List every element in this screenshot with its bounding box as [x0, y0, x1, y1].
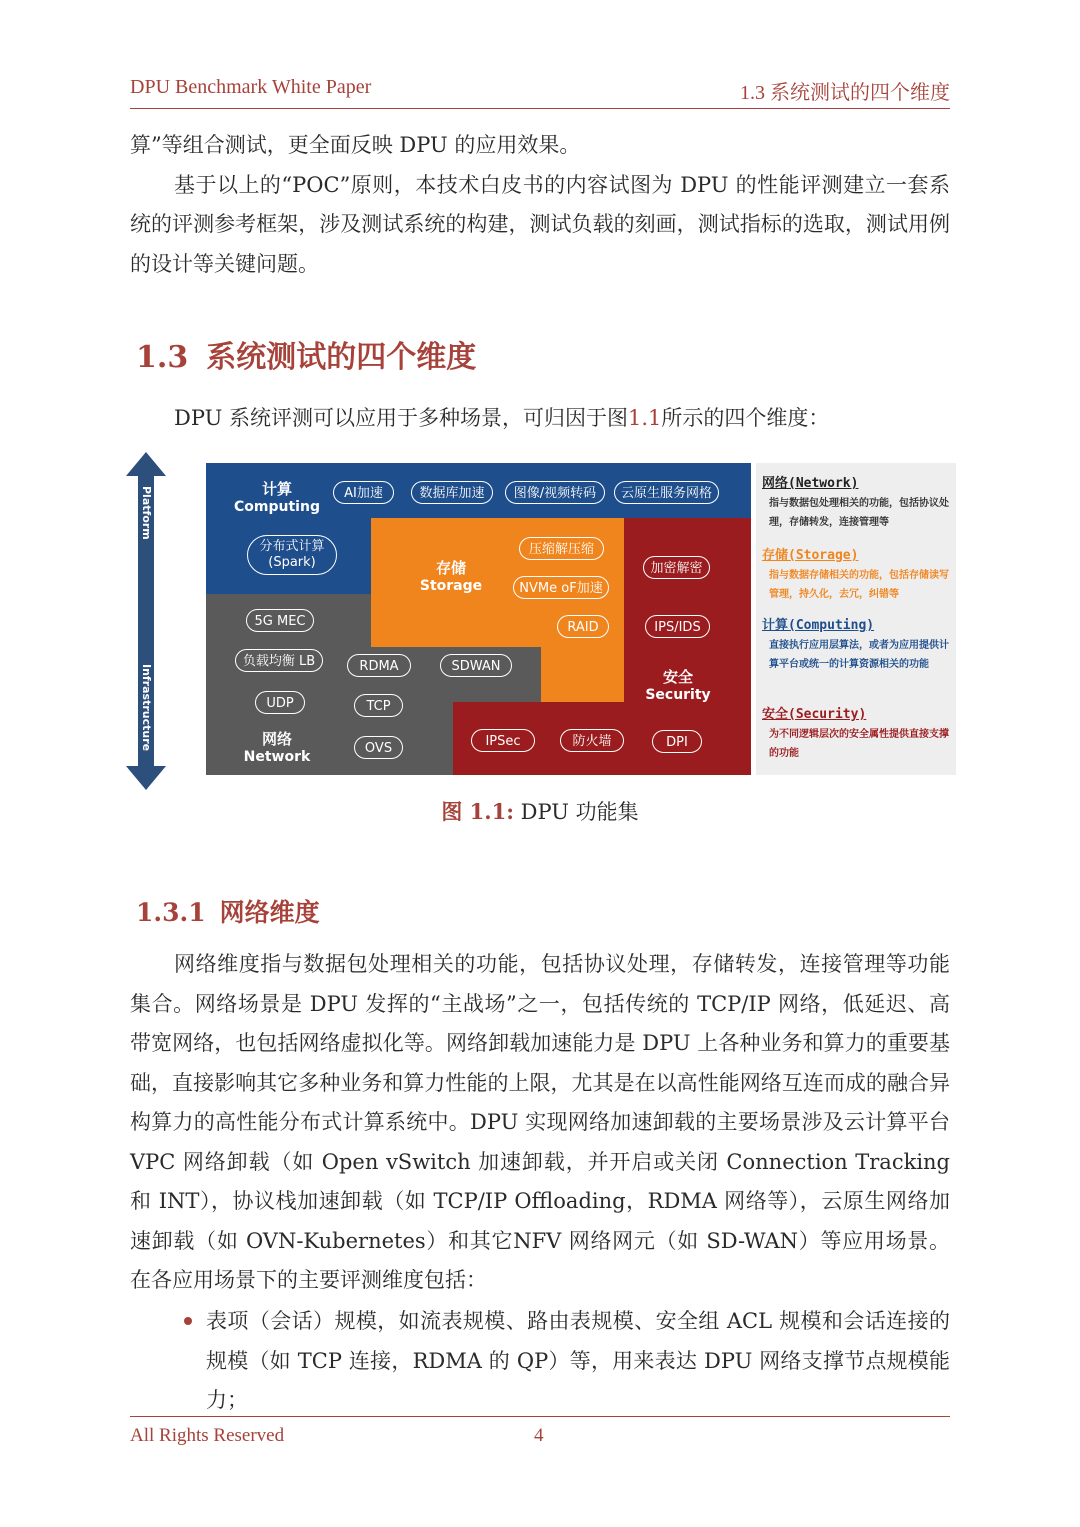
- zone-label-storage: 存储 Storage: [419, 559, 483, 594]
- pill-sdwan: SDWAN: [440, 654, 512, 677]
- pill-udp: UDP: [255, 691, 305, 714]
- pill-cloud-service-mesh: 云原生服务网格: [614, 481, 719, 504]
- legend-computing-title: 计算(Computing): [762, 618, 875, 633]
- zone-label-network: 网络 Network: [243, 730, 311, 765]
- pill-distributed-computing: 分布式计算 (Spark): [247, 535, 337, 575]
- zone-label-security: 安全 Security: [645, 668, 711, 703]
- subsection-number: 1.3.1: [136, 898, 206, 927]
- dpu-function-figure: [126, 452, 956, 790]
- pill-compression: 压缩解压缩: [519, 537, 604, 560]
- pill-dpi: DPI: [652, 730, 702, 753]
- pill-load-balancer: 负载均衡 LB: [235, 649, 323, 672]
- body-top: [130, 126, 950, 284]
- pill-ipsec: IPSec: [471, 729, 535, 752]
- zone-label-computing: 计算 Computing: [234, 480, 320, 515]
- pill-ovs: OVS: [354, 736, 403, 759]
- pill-raid: RAID: [557, 615, 609, 638]
- header-title: DPU Benchmark White Paper: [130, 76, 372, 98]
- subsection-heading: [136, 893, 320, 929]
- footer-rights: All Rights Reserved: [130, 1425, 285, 1446]
- pill-tcp: TCP: [354, 694, 403, 717]
- legend-security-title: 安全(Security): [762, 707, 867, 722]
- figure-caption: [0, 796, 1080, 826]
- pill-firewall: 防火墙: [560, 729, 624, 752]
- pill-database-acceleration: 数据库加速: [411, 481, 493, 504]
- intro-text-end: 所示的四个维度：: [661, 406, 830, 430]
- page-number: 4: [534, 1425, 544, 1446]
- body-paragraph-2: 基于以上的“POC”原则，本技术白皮书的内容试图为 DPU 的性能评测建立一套系统的评测参考框架，涉及测试系统的构建，测试负载的刻画，测试指标的选取，测试用例的设计等关键问题。: [130, 172, 950, 276]
- body-line-1: 算”等组合测试，更全面反映 DPU 的应用效果。: [130, 133, 581, 157]
- legend-security-desc: 为不同逻辑层次的安全属性提供直接支撑的功能: [769, 729, 949, 759]
- subsection-paragraph: 网络维度指与数据包处理相关的功能，包括协议处理，存储转发，连接管理等功能集合。网络场景是 DPU 发挥的“主战场”之一，包括传统的 TCP/IP 网络，低延迟、高带宽网络，也包括网络虚拟化等。网络卸载加速能力是 DPU 上各种业务和算力的重要基础，直接影响其它多种业务和算力性能的上限，尤其是在以高性能网络互连而成的融合异构算力的高性能分布式计算系统中。DPU 实现网络加速卸载的主要场景涉及云计算平台VPC 网络卸载（如 Open vSwitch 加速卸载，并开启或关闭 Connection Tracking 和 INT），协议栈加速卸载（如 TCP/IP Offloading，RDMA 网络等），云原生网络加速卸载（如 OVN-Kubernetes）和其它NFV 网络网元（如 SD-WAN）等应用场景。在各应用场景下的主要评测维度包括：: [130, 952, 950, 1292]
- pill-nvme-of: NVMe oF加速: [513, 576, 609, 599]
- figure-reference-link[interactable]: 1.1: [627, 406, 662, 430]
- pill-ips-ids: IPS/IDS: [645, 615, 710, 638]
- subsection-body: [130, 945, 950, 1301]
- subsection-title: 网络维度: [219, 898, 320, 927]
- legend-storage-title: 存储(Storage): [762, 548, 859, 563]
- figure-legend: [756, 463, 956, 775]
- bullet-list: [186, 1302, 950, 1421]
- legend-storage-desc: 指与数据存储相关的功能，包括存储读写管理，持久化，去冗，纠错等: [769, 570, 949, 600]
- pill-crypto: 加密解密: [643, 556, 710, 579]
- section-number: 1.3: [136, 340, 189, 375]
- legend-computing-desc: 直接执行应用层算法，或者为应用提供计算平台或统一的计算资源相关的功能: [769, 640, 949, 670]
- pill-video-transcoding: 图像/视频转码: [505, 481, 605, 504]
- footer-divider: [130, 1416, 950, 1417]
- caption-text: DPU 功能集: [520, 800, 639, 824]
- header-divider: [130, 108, 950, 109]
- pill-ai-acceleration: AI加速: [333, 481, 394, 504]
- arrow-label-infrastructure: Infrastructure: [140, 664, 153, 752]
- section-intro: [174, 402, 829, 432]
- section-title: 系统测试的四个维度: [206, 340, 477, 375]
- zone-storage-tail: [541, 647, 624, 702]
- bullet-item: 表项（会话）规模，如流表规模、路由表规模、安全组 ACL 规模和会话连接的规模（如 TCP 连接，RDMA 的 QP）等，用来表达 DPU 网络支撑节点规模能力；: [206, 1309, 950, 1412]
- legend-network-title: 网络(Network): [762, 476, 859, 491]
- pill-rdma: RDMA: [347, 654, 411, 677]
- bullet-dot-icon: [184, 1317, 192, 1325]
- intro-text: DPU 系统评测可以应用于多种场景，可归因于图: [174, 406, 628, 430]
- header-section: 1.3 系统测试的四个维度: [740, 82, 950, 104]
- section-heading: [136, 332, 476, 376]
- pill-5g-mec: 5G MEC: [246, 609, 314, 632]
- caption-label: 图 1.1:: [441, 799, 514, 824]
- arrow-label-platform: Platform: [140, 486, 153, 540]
- legend-network-desc: 指与数据包处理相关的功能，包括协议处理，存储转发，连接管理等: [769, 498, 949, 528]
